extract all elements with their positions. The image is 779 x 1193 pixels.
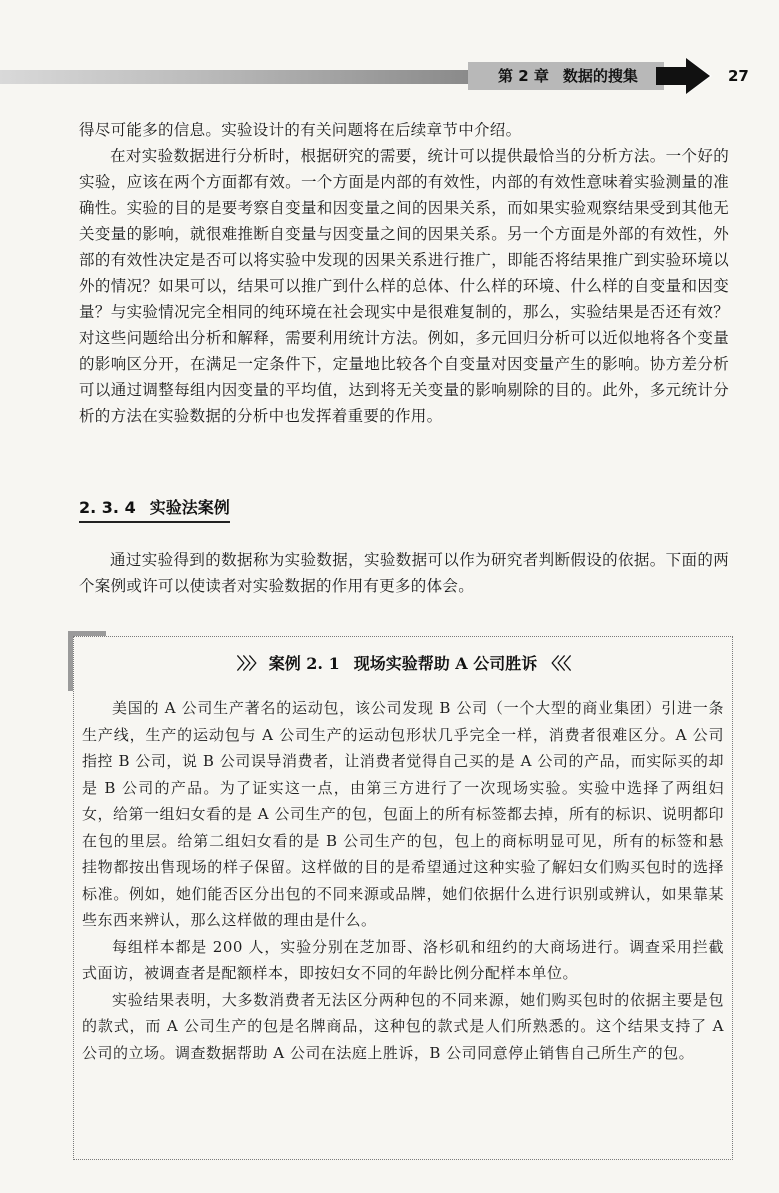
paragraph-analysis: 在对实验数据进行分析时，根据研究的需要，统计可以提供最恰当的分析方法。一个好的实验，应该在两个方面都有效。一个方面是内部的有效性，内部的有效性意味着实验测量的准确性。实验的目的是要考察自变量和因变量之间的因果关系，而如果实验观察结果受到其他无关变量的影响，就很难推断自变量与因变量之间的因果关系。另一个方面是外部的有效性，外部的有效性决定是否可以将实验中发现的因果关系进行推广，即能否将结果推广到实验环境以外的情况？如果可以，结果可以推广到什么样的总体、什么样的环境、什么样的自变量和因变量？与实验情况完全相同的纯环境在社会现实中是很难复制的，那么，实验结果是否还有效？对这些问题给出分析和解释，需要利用统计方法。例如，多元回归分析可以近似地将各个变量的影响区分开，在满足一定条件下，定量地比较各个自变量对因变量产生的影响。协方差分析可以通过调整每组内因变量的平均值，达到将无关变量的影响剔除的目的。此外，多元统计分析的方法在实验数据的分析中也发挥着重要的作用。 (79, 147, 729, 425)
case-paragraph: 美国的 A 公司生产著名的运动包，该公司发现 B 公司（一个大型的商业集团）引进一条生产线，生产的运动包与 A 公司生产的运动包形状几乎完全一样，消费者很难区分。A 公司指控 B 公司，说 B 公司误导消费者，让消费者觉得自己买的是 A 公司的产品，而实际买的却是 B 公司的产品。为了证实这一点，由第三方进行了一次现场实验。实验中选择了两组妇女，给第一组妇女看的是 A 公司生产的包，包面上的所有标签都去掉，所有的标识、说明都印在包的里层。给第二组妇女看的是 B 公司生产的包，包上的商标明显可见，所有的标签和悬挂物都按出售现场的样子保留。这样做的目的是希望通过这种实验了解妇女们购买包时的选择标准。例如，她们能否区分出包的不同来源或品牌，她们依据什么进行识别或辨认，如果靠某些东西来辨认，那么这样做的理由是什么。 (82, 699, 724, 929)
case-paragraph: 实验结果表明，大多数消费者无法区分两种包的不同来源，她们购买包时的依据主要是包的款式，而 A 公司生产的包是名牌商品，这种包的款式是人们所熟悉的。这个结果支持了 A 公司的立场。调查数据帮助 A 公司在法庭上胜诉，B 公司同意停止销售自己所生产的包。 (82, 990, 724, 1062)
case-deco-right: 〈〈〈 (543, 654, 570, 673)
case-title-text: 现场实验帮助 A 公司胜诉 (353, 654, 538, 673)
page-header (0, 56, 779, 94)
chapter-number: 第 2 章 (498, 67, 549, 85)
case-paragraph: 每组样本都是 200 人，实验分别在芝加哥、洛杉矶和纽约的大商场进行。调查采用拦截式面访，被调查者是配额样本，即按妇女不同的年龄比例分配样本单位。 (82, 937, 724, 982)
section-intro: 通过实验得到的数据称为实验数据，实验数据可以作为研究者判断假设的依据。下面的两个案例或许可以使读者对实验数据的作用有更多的体会。 (79, 551, 729, 595)
header-gradient-bar (0, 70, 470, 84)
section-number: 2. 3. 4 (79, 498, 136, 517)
main-text (79, 117, 729, 429)
chapter-title: 数据的搜集 (562, 67, 638, 85)
paragraph-continued: 得尽可能多的信息。实验设计的有关问题将在后续章节中介绍。 (79, 121, 522, 139)
case-box (73, 636, 733, 1160)
section-title: 实验法案例 (149, 498, 230, 517)
case-label: 案例 2. 1 (268, 654, 340, 673)
running-title (498, 64, 638, 88)
case-deco-left: 〉〉〉 (236, 654, 263, 673)
case-text (82, 695, 724, 1066)
page-number: 27 (728, 67, 749, 85)
case-title (74, 651, 732, 674)
arrow-right-icon (654, 56, 716, 96)
section-heading (79, 495, 230, 523)
